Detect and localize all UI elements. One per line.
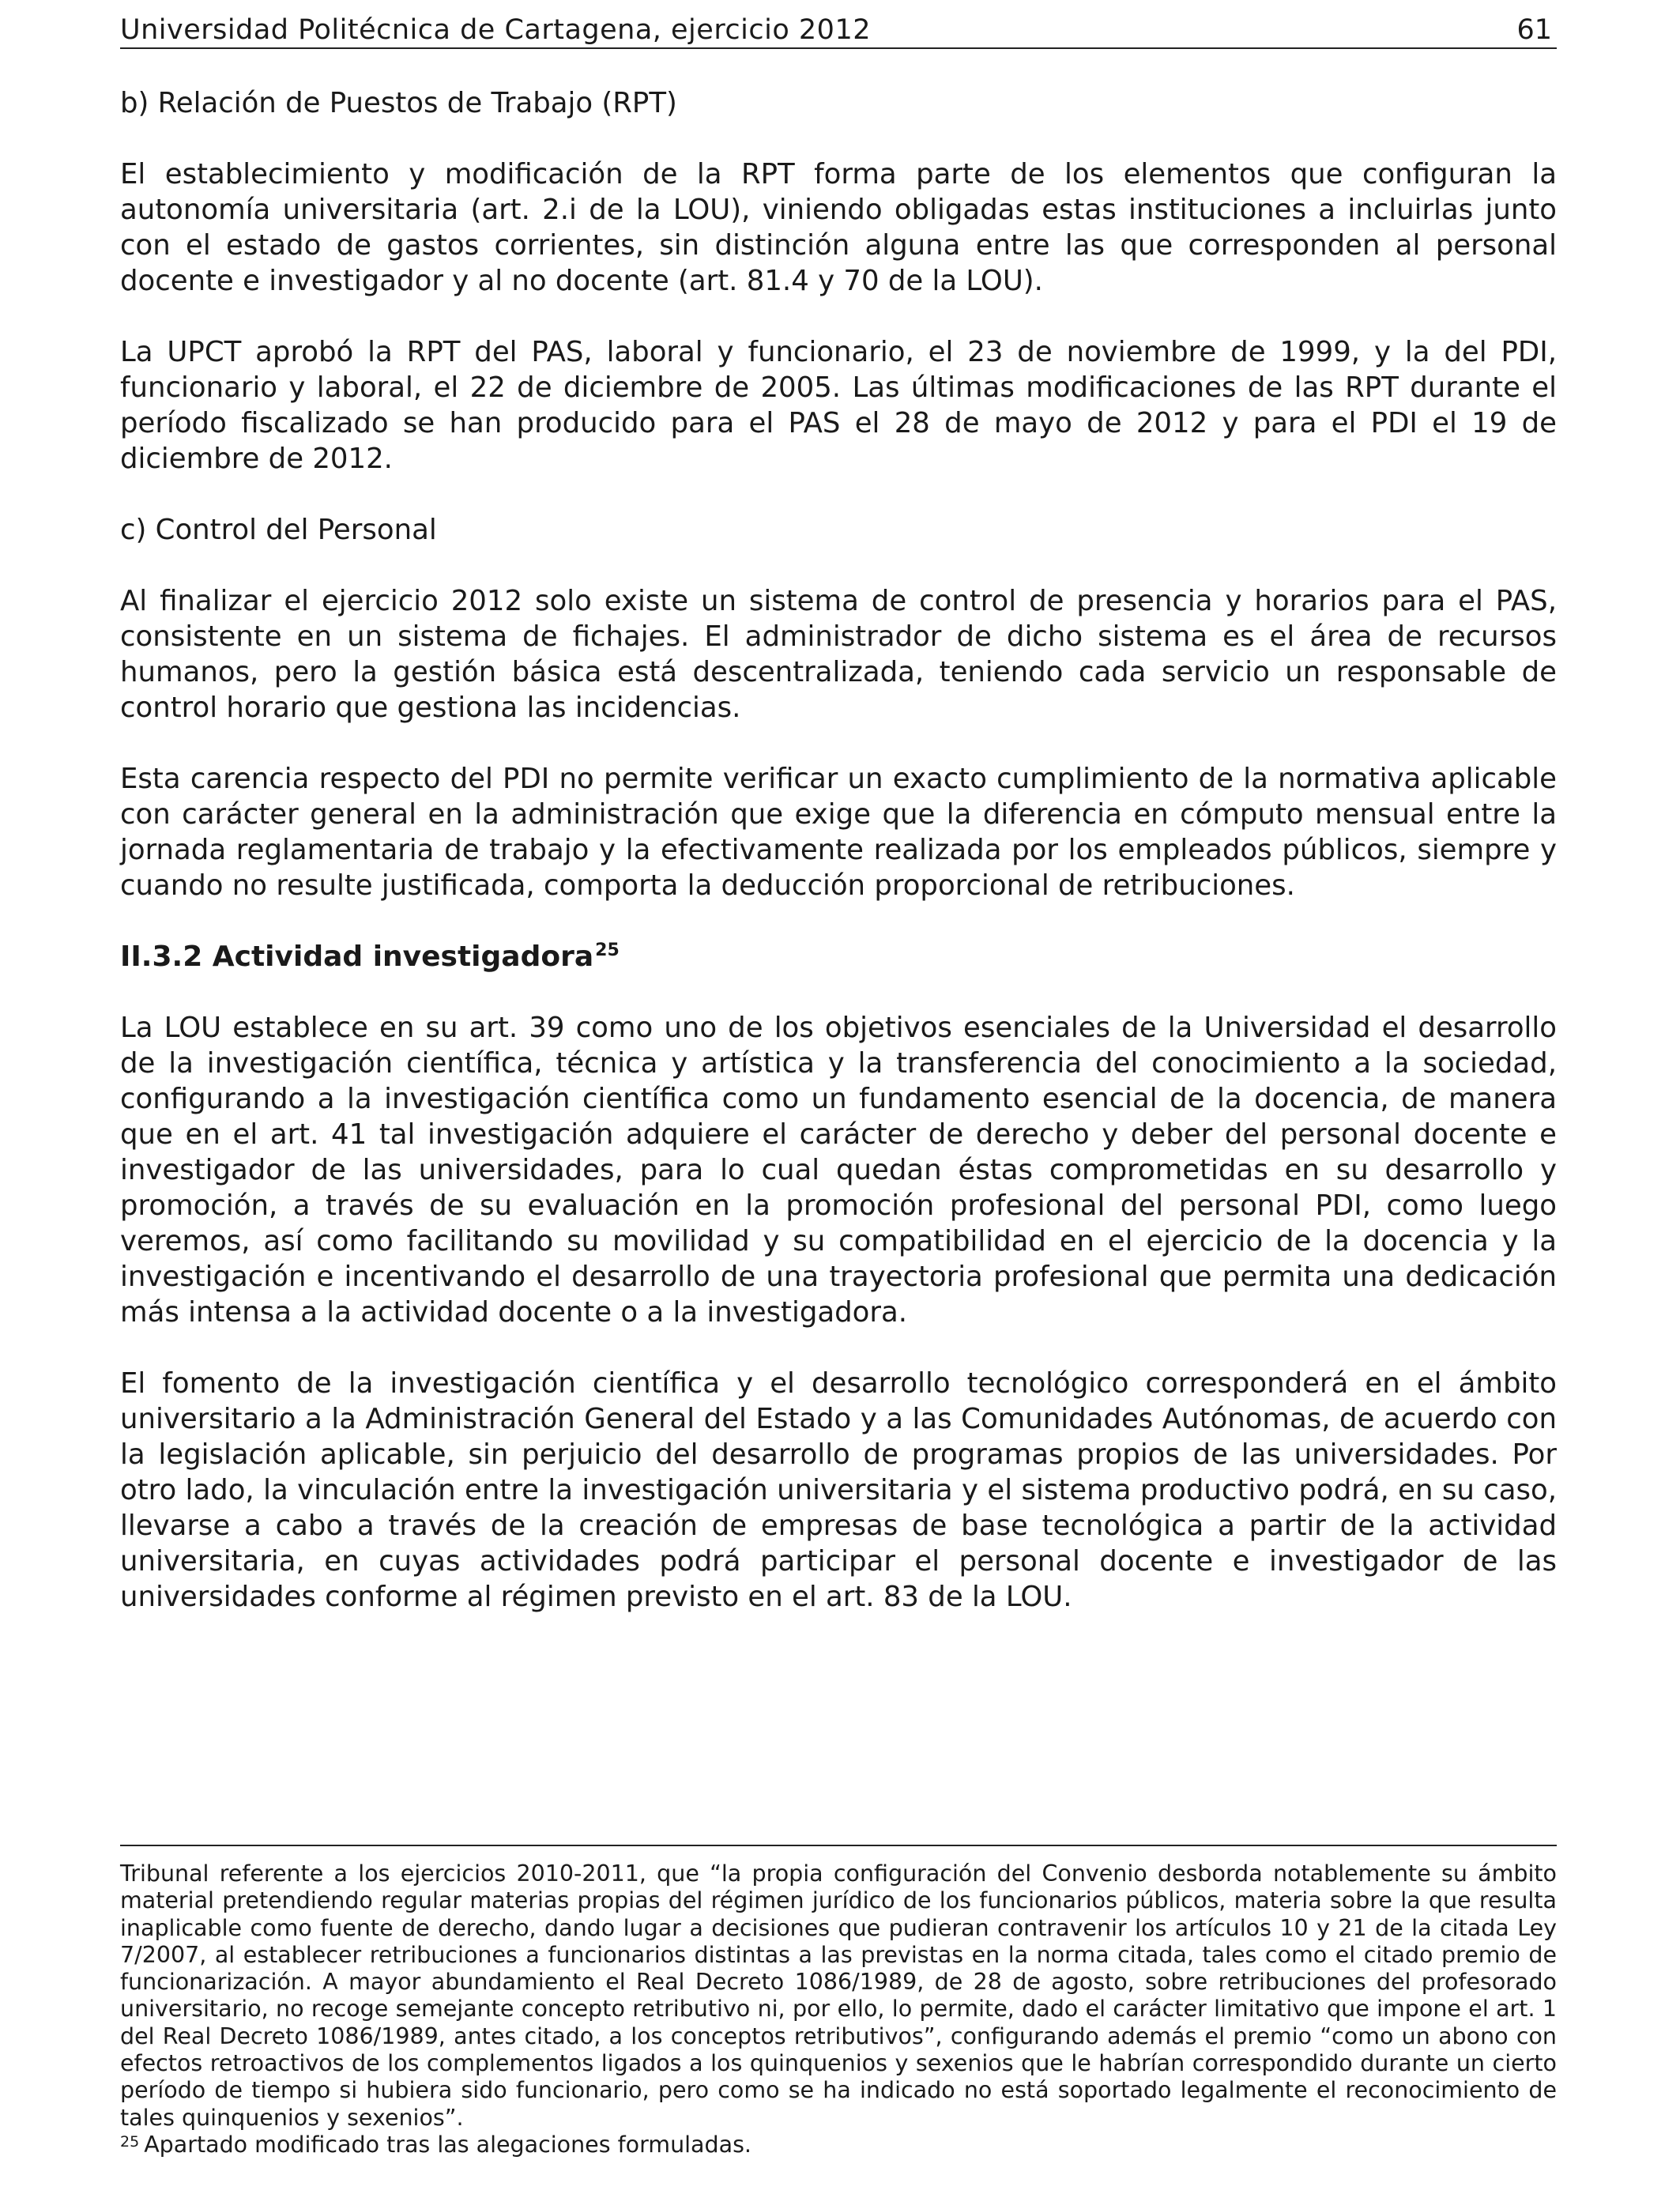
header-title: Universidad Politécnica de Cartagena, ejercicio 2012 [120, 14, 871, 46]
control-heading: c) Control del Personal [120, 514, 437, 546]
rpt-paragraph-2: La UPCT aprobó la RPT del PAS, laboral y funcionario, el 23 de noviembre de 1999, y la del PDI, funcionario y laboral, el 22 de diciembre de 2005. Las últimas modificaciones de las RPT durante el período fiscalizado se han producido para el PAS el 28 de mayo de 2012 y para el PDI el 19 de diciembre de 2012. [120, 336, 1557, 475]
footnote-reference-25[interactable]: 25 [595, 941, 620, 960]
investigation-paragraph-2: El fomento de la investigación científica y el desarrollo tecnológico corresponderá en el ámbito universitario a la Administración General del Estado y a las Comunidades Autónomas, de acuerdo con la legislación aplicable, sin perjuicio del desarrollo de programas propios de las universidades. Por otro lado, la vinculación entre la investigación universitaria y el sistema productivo podrá, en su caso, llevarse a cabo a través de la creación de empresas de base tecnológica a partir de la actividad universitaria, en cuyas actividades podrá participar el personal docente e investigador de las universidades conforme al régimen previsto en el art. 83 de la LOU. [120, 1367, 1557, 1613]
footnote-25-mark: 25 [120, 2132, 140, 2151]
footnote-25 [120, 2132, 1557, 2158]
footnotes [120, 1860, 1557, 2158]
page-header [120, 9, 1557, 49]
page-number: 61 [1516, 14, 1552, 46]
rpt-paragraph-1: El establecimiento y modificación de la RPT forma parte de los elementos que configuran la autonomía universitaria (art. 2.i de la LOU), viniendo obligadas estas instituciones a incluirlas junto con el estado de gastos corrientes, sin distinción alguna entre las que corresponden al personal docente e investigador y al no docente (art. 81.4 y 70 de la LOU). [120, 158, 1557, 297]
section-title [120, 939, 1557, 974]
section-title-text: II.3.2 Actividad investigadora [120, 941, 594, 973]
main-content [120, 85, 1557, 1650]
rpt-heading: b) Relación de Puestos de Trabajo (RPT) [120, 87, 677, 119]
control-paragraph-2: Esta carencia respecto del PDI no permite verificar un exacto cumplimiento de la normativa aplicable con carácter general en la administración que exige que la diferencia en cómputo mensual entre la jornada reglamentaria de trabajo y la efectivamente realizada por los empleados públicos, siempre y cuando no resulte justificada, comporta la deducción proporcional de retribuciones. [120, 763, 1557, 902]
footnote-continued: Tribunal referente a los ejercicios 2010-2011, que “la propia configuración del Convenio desborda notablemente su ámbito material pretendiendo regular materias propias del régimen jurídico de los funcionarios públicos, materia sobre la que resulta inaplicable como fuente de derecho, dando lugar a decisiones que pudieran contravenir los artículos 10 y 21 de la citada Ley 7/2007, al establecer retribuciones a funcionarios distintas a las previstas en la norma citada, tales como el citado premio de funcionarización. A mayor abundamiento el Real Decreto 1086/1989, de 28 de agosto, sobre retribuciones del profesorado universitario, no recoge semejante concepto retributivo ni, por ello, lo permite, dado el carácter limitativo que impone el art. 1 del Real Decreto 1086/1989, antes citado, a los conceptos retributivos”, configurando además el premio “como un abono con efectos retroactivos de los complementos ligados a los quinquenios y sexenios que le habrían correspondido durante un cierto período de tiempo si hubiera sido funcionario, pero como se ha indicado no está soportado legalmente el reconocimiento de tales quinquenios y sexenios”. [120, 1860, 1557, 2131]
investigation-paragraph-1: La LOU establece en su art. 39 como uno de los objetivos esenciales de la Universidad el desarrollo de la investigación científica, técnica y artística y la transferencia del conocimiento a la sociedad, configurando a la investigación científica como un fundamento esencial de la docencia, de manera que en el art. 41 tal investigación adquiere el carácter de derecho y deber del personal docente e investigador de las universidades, para lo cual quedan éstas comprometidas en su desarrollo y promoción, a través de su evaluación en la promoción profesional del personal PDI, como luego veremos, así como facilitando su movilidad y su compatibilidad en el ejercicio de la docencia y la investigación e incentivando el desarrollo de una trayectoria profesional que permita una dedicación más intensa a la actividad docente o a la investigadora. [120, 1012, 1557, 1329]
footnote-separator [120, 1845, 1557, 1846]
control-paragraph-1: Al finalizar el ejercicio 2012 solo existe un sistema de control de presencia y horarios para el PAS, consistente en un sistema de fichajes. El administrador de dicho sistema es el área de recursos humanos, pero la gestión básica está descentralizada, teniendo cada servicio un responsable de control horario que gestiona las incidencias. [120, 585, 1557, 724]
footnote-25-text: Apartado modificado tras las alegaciones formuladas. [144, 2131, 751, 2158]
